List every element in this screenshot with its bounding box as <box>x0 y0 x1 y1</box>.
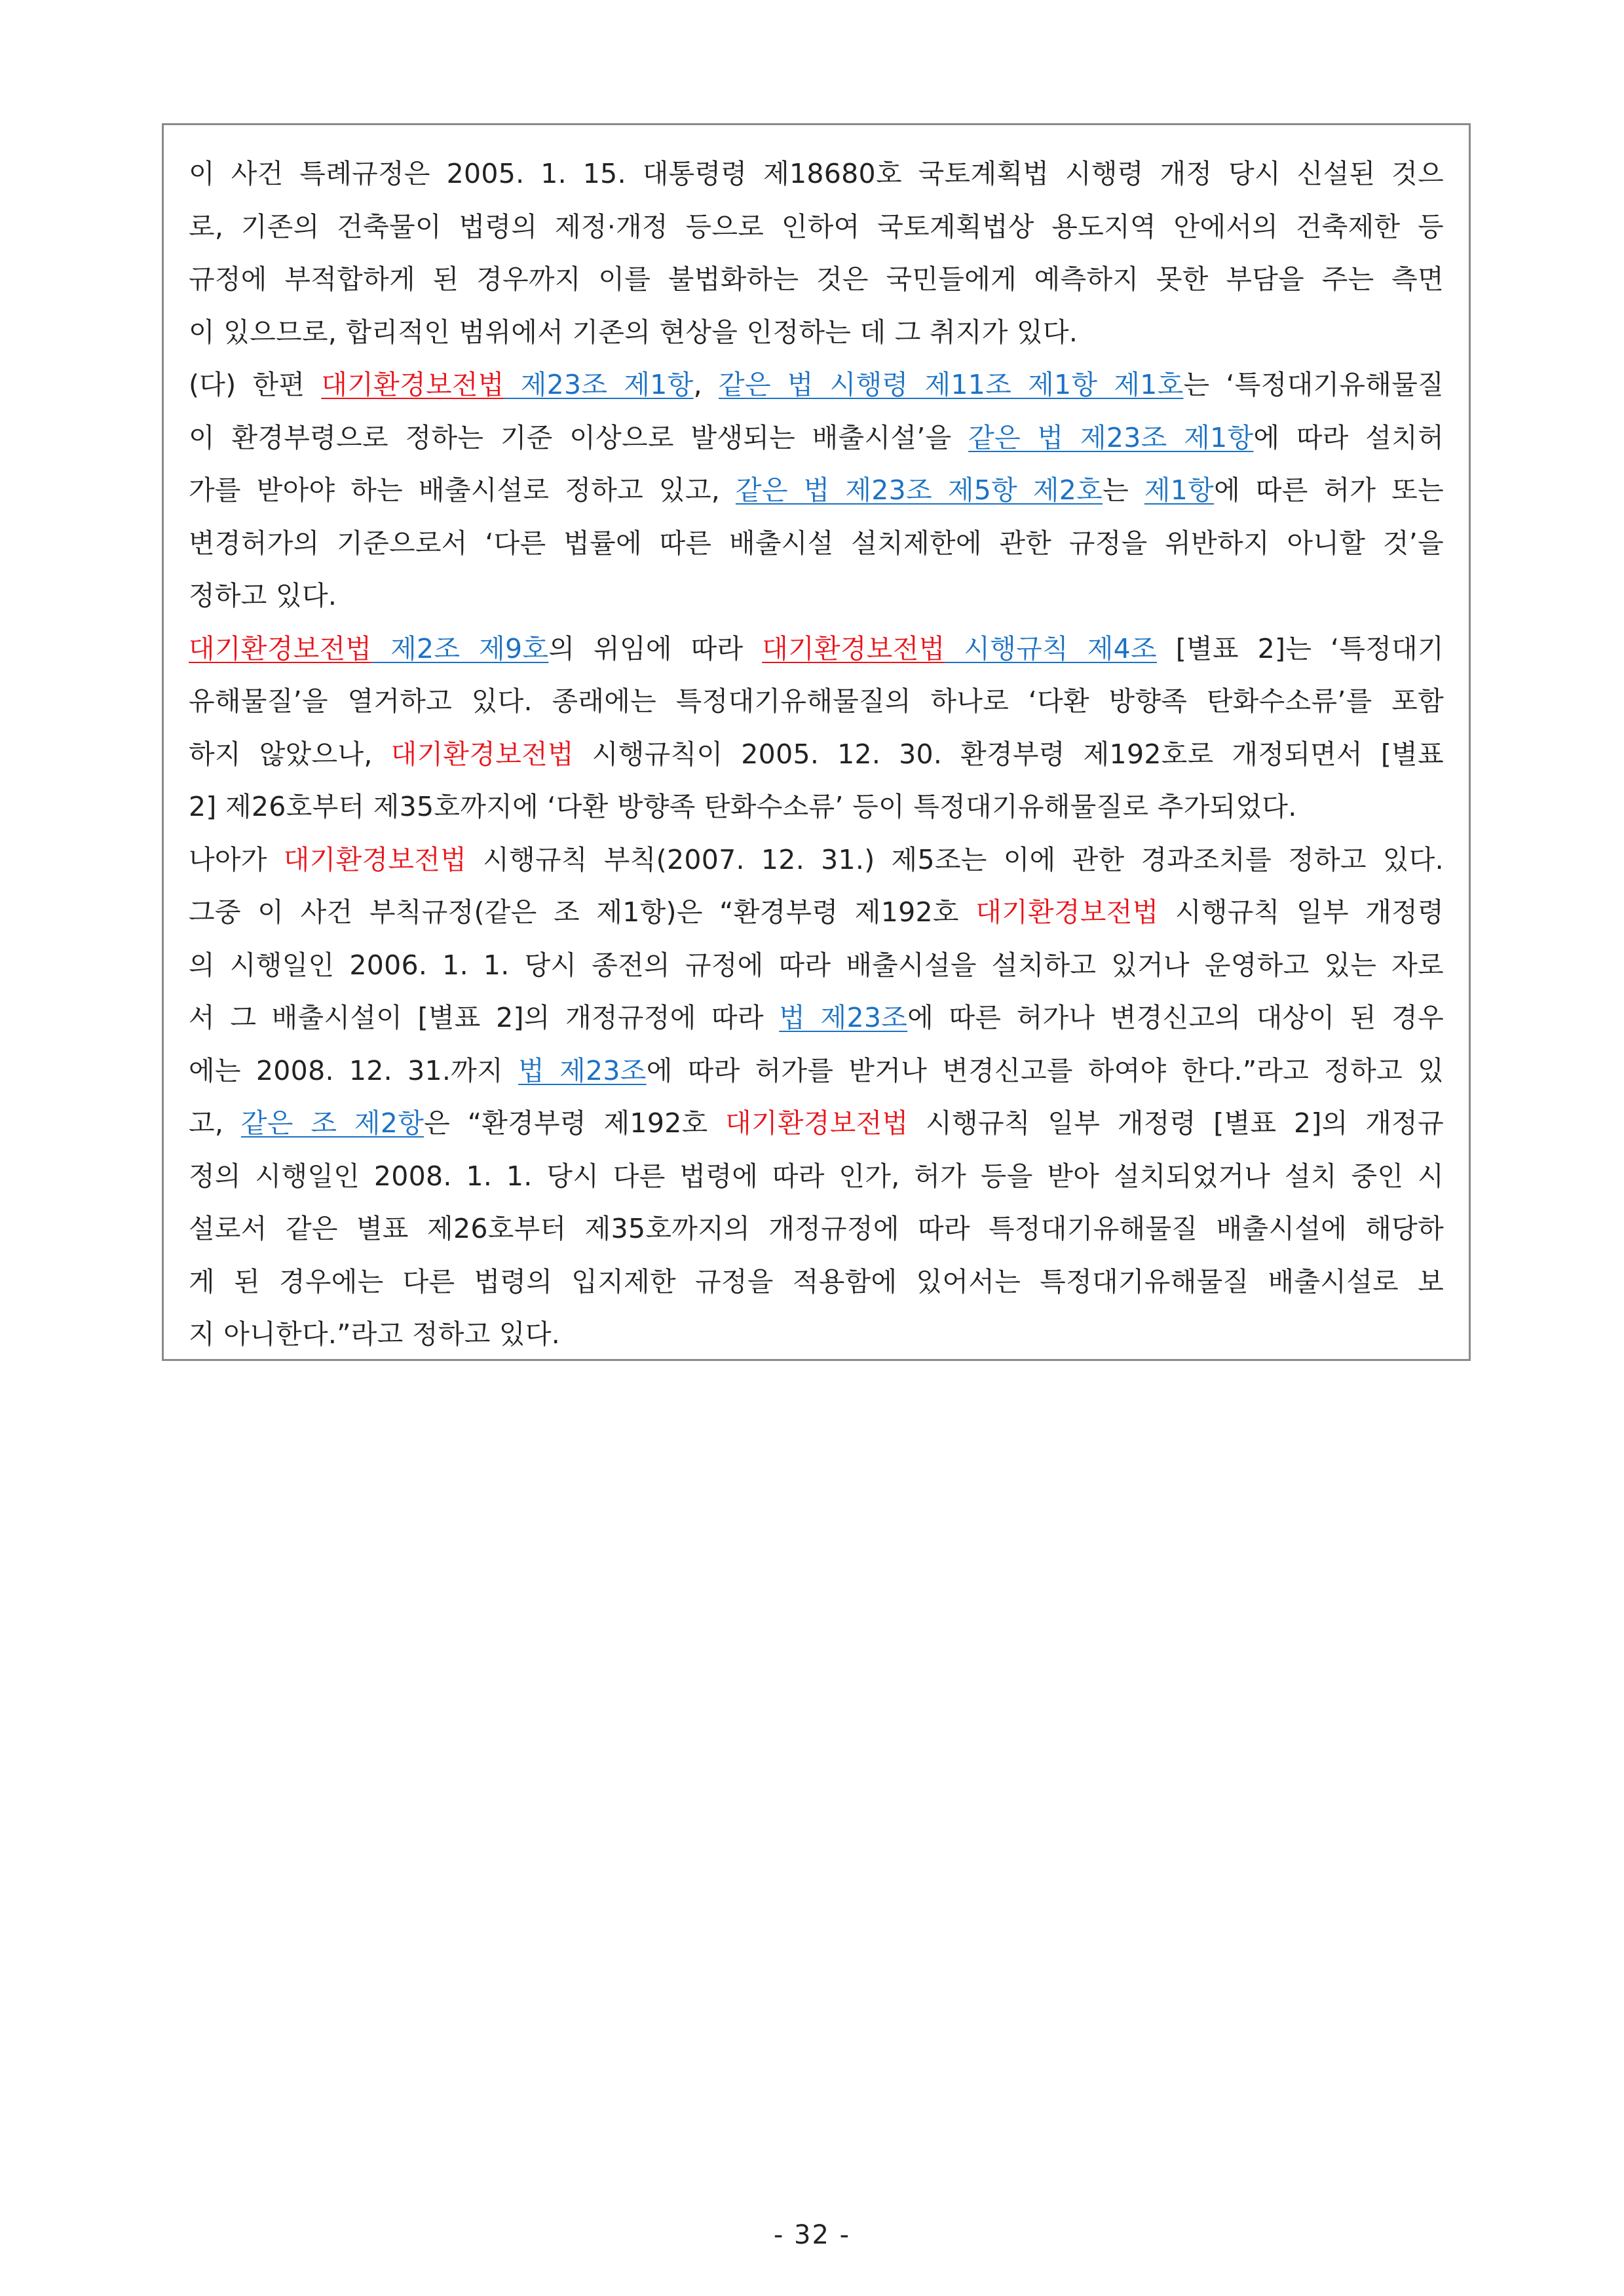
text-run: 유해물질’을 열거하고 있다. 종래에는 특정대기유해물질의 하나로 ‘다환 방향족 탄화수소류’를 포함 <box>189 685 1444 717</box>
text-run: 에 따른 허가 또는 <box>1214 474 1444 506</box>
law-reference-link[interactable]: 같은 법 시행령 제11조 제1항 제1호 <box>718 369 1184 400</box>
law-reference-link[interactable]: 대기환경보전법 <box>189 632 372 664</box>
text-run: 2] 제26호부터 제35호까지에 ‘다환 방향족 탄화수소류’ 등이 특정대기유해물질로 추가되었다. <box>189 791 1297 822</box>
text-run: 그중 이 사건 부칙규정(같은 조 제1항)은 “환경부령 제192호 <box>189 896 976 928</box>
text-run: 설로서 같은 별표 제26호부터 제35호까지의 개정규정에 따라 특정대기유해물질 배출시설에 해당하 <box>189 1213 1444 1244</box>
text-run: 에는 2008. 12. 31.까지 <box>189 1054 519 1086</box>
text-line <box>189 622 1444 676</box>
text-run: 의 시행일인 2006. 1. 1. 당시 종전의 규정에 따라 배출시설을 설치하고 있거나 운영하고 있는 자로 <box>189 949 1444 981</box>
text-line <box>189 991 1444 1044</box>
law-name-highlight: 대기환경보전법 <box>725 1107 909 1139</box>
text-line <box>189 780 1444 833</box>
page-number: - 32 - <box>773 2220 851 2250</box>
text-run: 는 ‘특정대기유해물질 <box>1183 369 1445 400</box>
text-run: 에 따라 설치허 <box>1253 421 1444 453</box>
text-run: , <box>693 369 719 400</box>
text-line <box>189 411 1444 465</box>
text-line <box>189 1202 1444 1255</box>
text-run: 시행규칙이 2005. 12. 30. 환경부령 제192호로 개정되면서 [별표 <box>573 738 1444 770</box>
text-run: 서 그 배출시설이 [별표 2]의 개정규정에 따라 <box>189 1002 780 1033</box>
text-run: 정의 시행일인 2008. 1. 1. 당시 다른 법령에 따라 인가, 허가 등을 받아 설치되었거나 설치 중인 시 <box>189 1160 1444 1192</box>
text-line <box>189 939 1444 992</box>
text-run: 이 사건 특례규정은 2005. 1. 15. 대통령령 제18680호 국토계획법 시행령 개정 당시 신설된 것으 <box>189 158 1444 189</box>
law-reference-link[interactable]: 시행규칙 제4조 <box>945 632 1157 664</box>
law-reference-link[interactable]: 법 제23조 <box>779 1002 908 1033</box>
law-reference-link[interactable]: 제1항 <box>1144 474 1215 506</box>
law-name-highlight: 대기환경보전법 <box>283 843 467 875</box>
text-line <box>189 1044 1444 1098</box>
text-line <box>189 464 1444 517</box>
text-line <box>189 728 1444 781</box>
text-run: [별표 2]는 ‘특정대기 <box>1156 632 1444 664</box>
text-line <box>189 306 1444 359</box>
text-run: 변경허가의 기준으로서 ‘다른 법률에 따른 배출시설 설치제한에 관한 규정을 위반하지 아니할 것’을 <box>189 527 1444 559</box>
law-reference-link[interactable]: 법 제23조 <box>518 1054 647 1086</box>
text-run: 이 있으므로, 합리적인 범위에서 기존의 현상을 인정하는 데 그 취지가 있다. <box>189 316 1078 348</box>
text-run: 가를 받아야 하는 배출시설로 정하고 있고, <box>189 474 736 506</box>
text-line <box>189 358 1444 411</box>
text-line <box>189 1097 1444 1150</box>
law-reference-link[interactable]: 대기환경보전법 <box>321 369 504 400</box>
text-line <box>189 1150 1444 1203</box>
text-line <box>189 147 1444 201</box>
text-line <box>189 1308 1444 1361</box>
text-line <box>189 253 1444 306</box>
text-run: (다) 한편 <box>189 369 322 400</box>
text-run: 에 따른 허가나 변경신고의 대상이 된 경우 <box>907 1002 1444 1033</box>
text-line <box>189 886 1444 939</box>
text-run: 시행규칙 부칙(2007. 12. 31.) 제5조는 이에 관한 경과조치를 정하고 있다. <box>466 843 1444 875</box>
text-line <box>189 201 1444 254</box>
text-line <box>189 569 1444 622</box>
text-run: 이 환경부령으로 정하는 기준 이상으로 발생되는 배출시설’을 <box>189 421 969 453</box>
law-reference-link[interactable]: 제2조 제9호 <box>371 632 549 664</box>
text-run: 는 <box>1103 474 1144 506</box>
text-line <box>189 833 1444 887</box>
law-reference-link[interactable]: 같은 법 제23조 제5항 제2호 <box>735 474 1103 506</box>
text-line <box>189 1255 1444 1309</box>
text-run: 시행규칙 일부 개정령 <box>1158 896 1445 928</box>
text-run: 하지 않았으나, <box>189 738 391 770</box>
text-run: 시행규칙 일부 개정령 [별표 2]의 개정규 <box>908 1107 1444 1139</box>
law-name-highlight: 대기환경보전법 <box>390 738 574 770</box>
text-run: 지 아니한다.”라고 정하고 있다. <box>189 1318 561 1350</box>
text-run: 규정에 부적합하게 된 경우까지 이를 불법화하는 것은 국민들에게 예측하지 못한 부담을 주는 측면 <box>189 263 1444 295</box>
law-reference-link[interactable]: 같은 법 제23조 제1항 <box>968 421 1254 453</box>
text-run: 에 따라 허가를 받거나 변경신고를 하여야 한다.”라고 정하고 있 <box>646 1054 1444 1086</box>
text-line <box>189 517 1444 570</box>
text-run: 고, <box>189 1107 241 1139</box>
text-run: 의 위임에 따라 <box>548 632 763 664</box>
content-box <box>162 123 1471 1361</box>
text-line <box>189 675 1444 728</box>
text-run: 로, 기존의 건축물이 법령의 제정·개정 등으로 인하여 국토계획법상 용도지역 안에서의 건축제한 등 <box>189 210 1444 242</box>
law-name-highlight: 대기환경보전법 <box>975 896 1159 928</box>
law-reference-link[interactable]: 대기환경보전법 <box>762 632 945 664</box>
law-reference-link[interactable]: 제23조 제1항 <box>504 369 694 400</box>
text-run: 정하고 있다. <box>189 580 337 611</box>
law-reference-link[interactable]: 같은 조 제2항 <box>240 1107 425 1139</box>
text-run: 나아가 <box>189 843 284 875</box>
text-run: 은 “환경부령 제192호 <box>424 1107 726 1139</box>
text-run: 게 된 경우에는 다른 법령의 입지제한 규정을 적용함에 있어서는 특정대기유해물질 배출시설로 보 <box>189 1265 1444 1297</box>
